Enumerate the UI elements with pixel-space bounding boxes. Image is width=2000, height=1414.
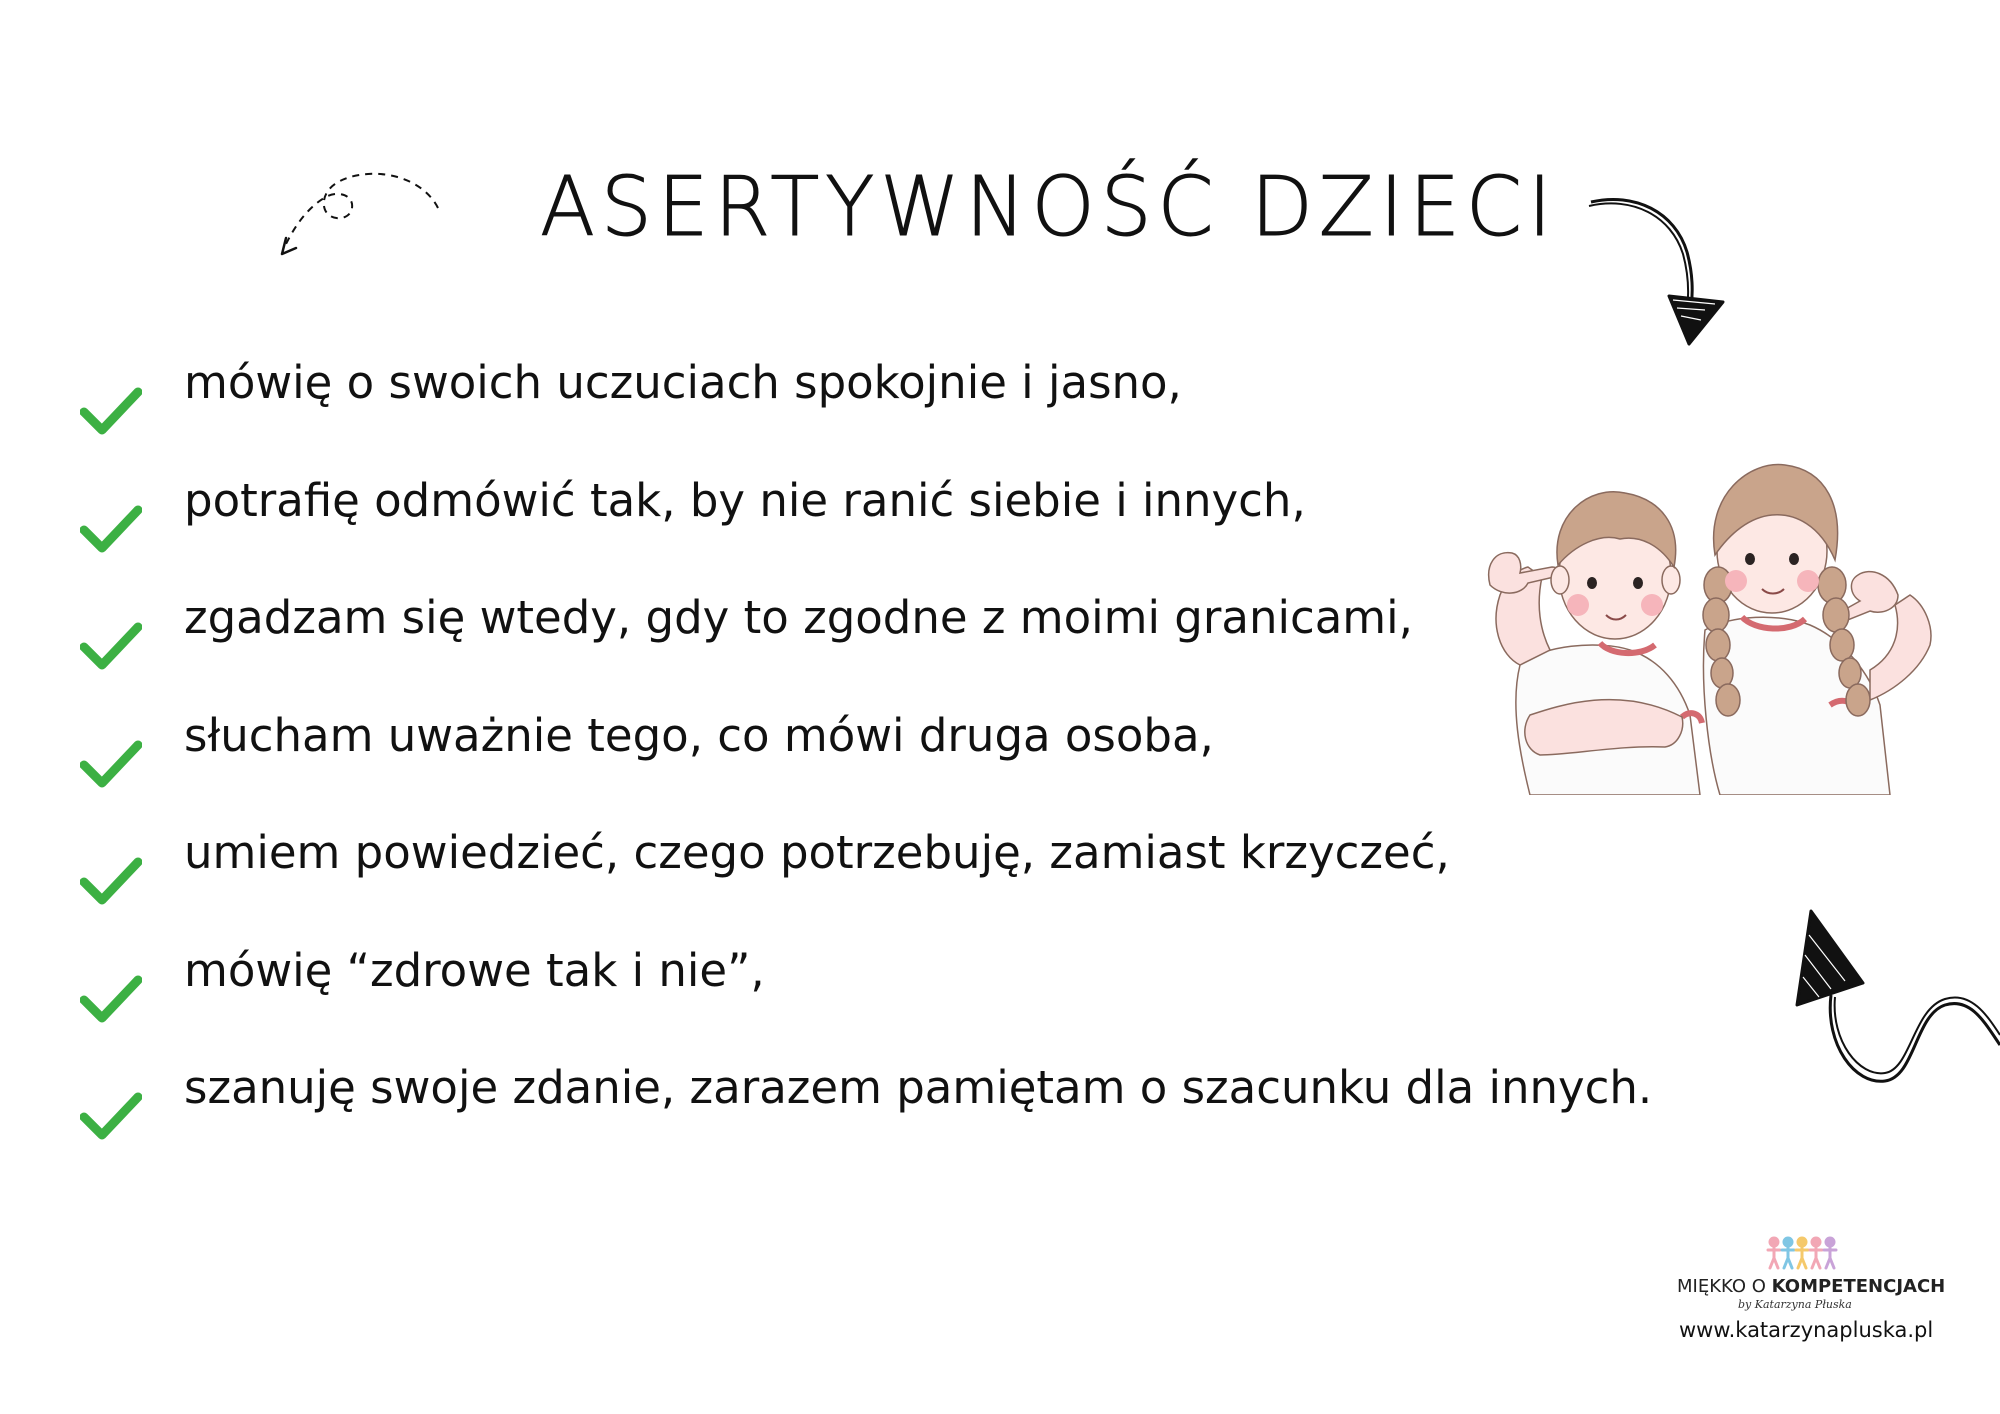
list-item: [76, 938, 1636, 1056]
check-icon: [80, 739, 142, 789]
list-item: [76, 1055, 1653, 1173]
check-icon: [80, 504, 142, 554]
check-icon: [80, 386, 142, 436]
logo-figures-icon: [1766, 1236, 1838, 1270]
list-item: [76, 585, 1636, 703]
list-item-text: mówię o swoich uczuciach spokojnie i jasno,: [184, 356, 1182, 409]
page-title: ASERTYWNOŚĆ DZIECI: [540, 160, 1558, 255]
boy-figure: [1489, 492, 1702, 795]
list-item-text: mówię “zdrowe tak i nie”,: [184, 943, 765, 997]
assertiveness-list: [76, 350, 1653, 1173]
list-item-text: umiem powiedzieć, czego potrzebuję, zamiast krzyczeć,: [184, 826, 1450, 879]
check-icon: [80, 621, 142, 671]
wavy-arrow-icon: [1775, 905, 2000, 1095]
check-icon: [80, 856, 142, 906]
brand-byline: by Katarzyna Płuska: [1738, 1298, 1852, 1311]
list-item-text: szanuję swoje zdanie, zarazem pamiętam o szacunku dla innych.: [184, 1061, 1653, 1114]
check-icon: [80, 1091, 142, 1141]
girl-figure: [1703, 465, 1931, 795]
curved-arrow-icon: [1585, 192, 1725, 352]
list-item-text: słucham uważnie tego, co mówi druga osoba,: [184, 708, 1214, 762]
list-item: [76, 703, 1636, 821]
list-item-text: potrafię odmówić tak, by nie ranić siebie i innych,: [184, 473, 1306, 527]
check-icon: [80, 974, 142, 1024]
list-item: [76, 350, 1636, 468]
list-item-text: zgadzam się wtedy, gdy to zgodne z moimi granicami,: [184, 591, 1413, 644]
list-item: [76, 820, 1636, 938]
kids-illustration: [1450, 455, 1935, 795]
brand-name: MIĘKKO O KOMPETENCJACH: [1677, 1276, 1946, 1297]
dashed-loop-arrow-icon: [276, 164, 446, 258]
website-link[interactable]: www.katarzynapluska.pl: [1679, 1318, 1934, 1342]
list-item: [76, 468, 1636, 586]
